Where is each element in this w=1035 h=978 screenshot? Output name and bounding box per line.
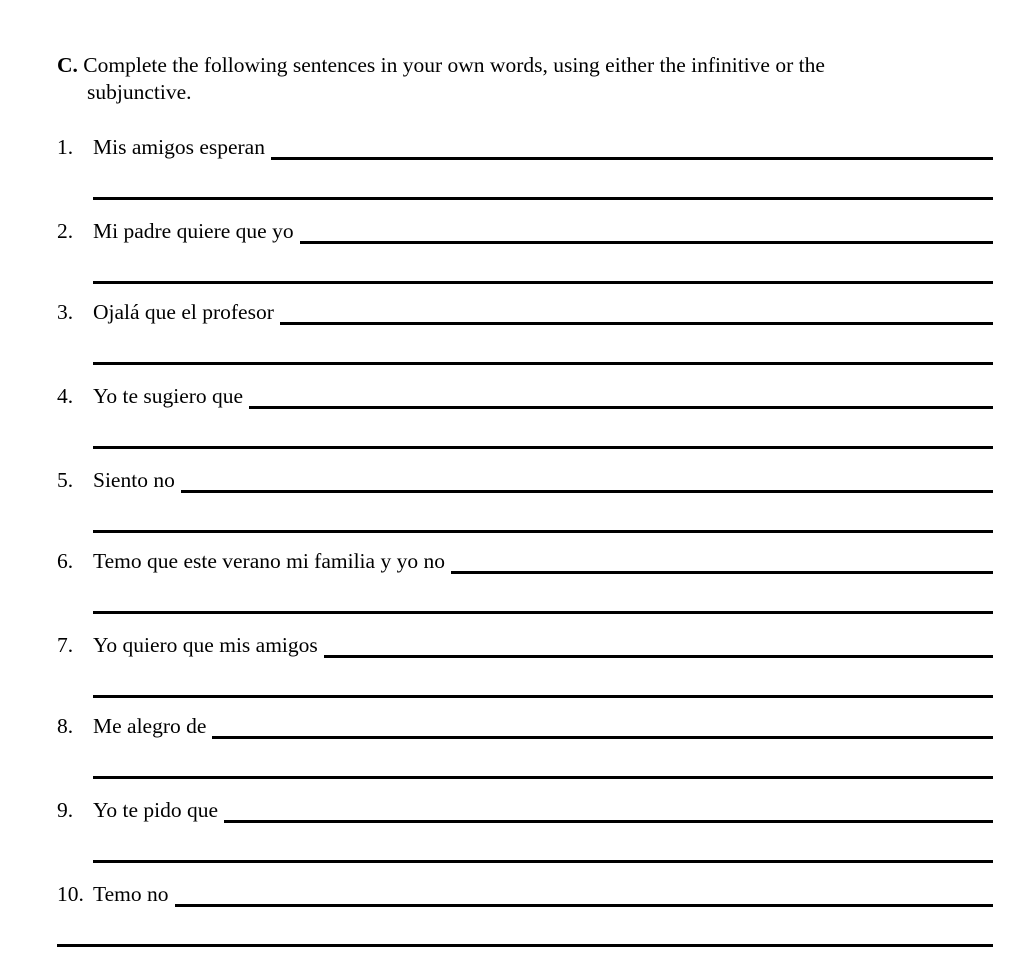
item-prompt: Temo que este verano mi familia y yo no <box>93 549 445 573</box>
item-prompt: Temo no <box>93 882 169 906</box>
answer-blank-line-continuation[interactable] <box>93 281 993 284</box>
answer-blank-line[interactable] <box>212 736 993 739</box>
answer-blank-line-continuation[interactable] <box>93 860 993 863</box>
answer-blank-line[interactable] <box>324 655 993 658</box>
answer-blank-line-continuation[interactable] <box>93 776 993 779</box>
item-number: 6. <box>57 549 74 573</box>
item-number: 8. <box>57 714 74 738</box>
answer-blank-line-continuation[interactable] <box>93 446 993 449</box>
exercise-item-8 <box>57 708 993 738</box>
instruction-text-continued: subjunctive. <box>87 80 192 104</box>
exercise-item-9 <box>57 792 993 822</box>
item-number: 7. <box>57 633 74 657</box>
answer-blank-line[interactable] <box>249 406 993 409</box>
exercise-item-2 <box>57 213 993 243</box>
answer-blank-line-continuation[interactable] <box>93 695 993 698</box>
answer-blank-line-continuation[interactable] <box>93 611 993 614</box>
item-prompt: Yo te sugiero que <box>93 384 244 408</box>
item-number: 2. <box>57 219 74 243</box>
exercise-letter: C. <box>57 53 78 77</box>
item-prompt: Yo te pido que <box>93 798 219 822</box>
answer-blank-line[interactable] <box>271 157 993 160</box>
item-number: 4. <box>57 384 74 408</box>
item-prompt: Mis amigos esperan <box>93 135 265 159</box>
item-prompt: Mi padre quiere que yo <box>93 219 294 243</box>
answer-blank-line[interactable] <box>175 904 993 907</box>
answer-blank-line-continuation[interactable] <box>93 197 993 200</box>
exercise-item-4 <box>57 378 993 408</box>
item-prompt: Yo quiero que mis amigos <box>93 633 318 657</box>
answer-blank-line[interactable] <box>451 571 993 574</box>
exercise-item-1 <box>57 129 993 159</box>
exercise-item-3 <box>57 294 993 324</box>
exercise-instructions <box>57 52 957 106</box>
answer-blank-line[interactable] <box>181 490 993 493</box>
item-number: 5. <box>57 468 74 492</box>
exercise-item-7 <box>57 627 993 657</box>
instruction-text: Complete the following sentences in your own words, using either the infinitive or the <box>83 53 825 77</box>
exercise-item-5 <box>57 462 993 492</box>
answer-blank-line-continuation[interactable] <box>93 362 993 365</box>
answer-blank-line[interactable] <box>224 820 993 823</box>
answer-blank-line-continuation[interactable] <box>93 530 993 533</box>
exercise-item-6 <box>57 543 993 573</box>
item-prompt: Siento no <box>93 468 175 492</box>
item-prompt: Me alegro de <box>93 714 207 738</box>
answer-blank-line[interactable] <box>300 241 993 244</box>
item-number: 3. <box>57 300 74 324</box>
item-number: 1. <box>57 135 74 159</box>
item-number: 9. <box>57 798 74 822</box>
item-number: 10. <box>57 882 84 906</box>
item-prompt: Ojalá que el profesor <box>93 300 274 324</box>
answer-blank-line-continuation[interactable] <box>57 944 993 947</box>
exercise-item-10 <box>57 876 993 906</box>
answer-blank-line[interactable] <box>280 322 993 325</box>
